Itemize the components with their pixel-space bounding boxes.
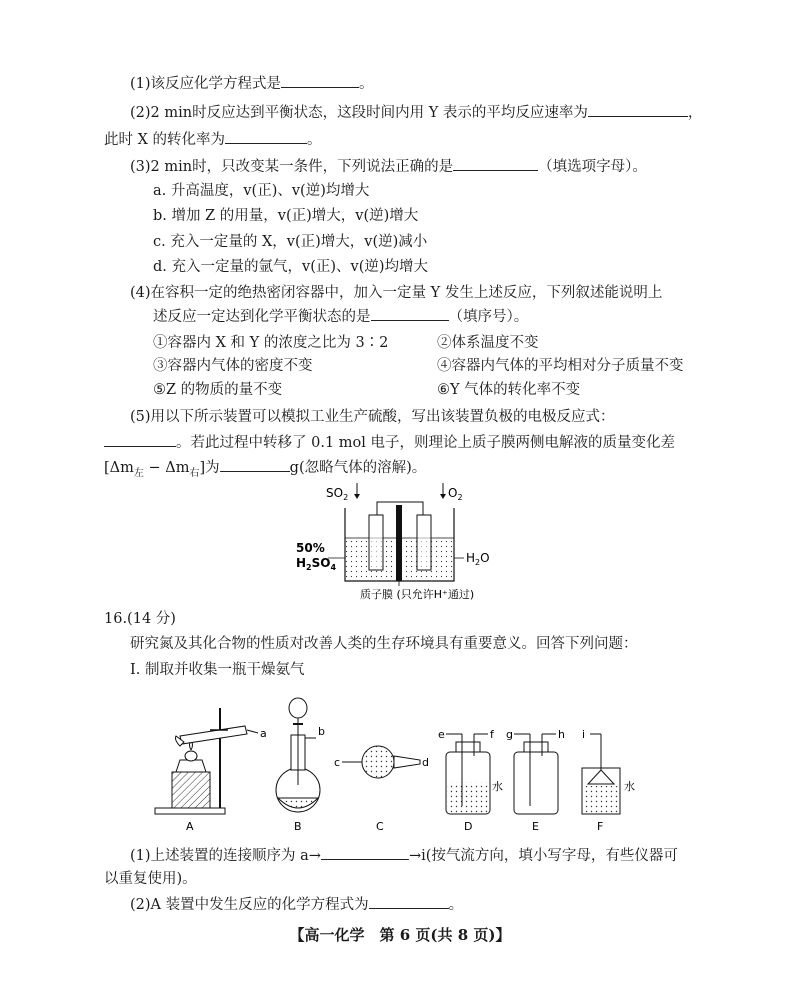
q15-option-a: a. 升高温度，v(正)、v(逆)均增大 [153,183,370,199]
q16-q2: (2)A 装置中发生反应的化学方程式为 。 [130,894,463,915]
label-F: F [597,820,604,833]
apparatus-F [582,728,635,833]
answer-blank[interactable] [453,156,538,171]
q16-q1-cont: 以重复使用)。 [104,871,197,887]
q16-q1: (1)上述装置的连接顺序为 a→ →i(按气流方向，填小写字母，有些仪器可 [130,845,678,866]
q16-heading: 16.(14 分) [104,611,176,627]
q15-option-b: b. 增加 Z 的用量，v(正)增大，v(逆)增大 [153,208,419,224]
q15-part5-cont: 。若此过程中转移了 0.1 mol 电子，则理论上质子膜两侧电解液的质量变化差 [104,432,675,453]
label-A: A [186,820,194,833]
q15-part4-cont: 述反应一定达到化学平衡状态的是 （填序号）。 [153,306,528,327]
water-label: $H_2O$ [466,551,490,567]
answer-blank[interactable] [369,894,449,909]
acid-formula-label: $H_2SO_4$ [296,556,337,572]
answer-blank[interactable] [220,457,290,472]
answer-blank[interactable] [225,129,307,144]
proton-membrane [396,505,402,581]
apparatus-C [334,746,429,833]
membrane-caption: 质子膜 (只允许H⁺通过) [360,588,475,601]
label-E: E [532,820,539,833]
svg-text:f: f [490,728,494,741]
apparatus-D [438,728,503,833]
apparatus-A [155,708,267,833]
q15-option-d: d. 充入一定量的氩气，v(正)、v(逆)均增大 [153,259,429,275]
svg-text:i: i [582,728,586,741]
svg-text:水: 水 [624,780,635,793]
answer-blank[interactable] [281,73,359,88]
q15-part1: (1)该反应化学方程式是 。 [130,73,374,94]
q16-intro: 研究氮及其化合物的性质对改善人类的生存环境具有重要意义。回答下列问题： [130,636,638,652]
svg-text:h: h [558,728,565,741]
q15-part4: (4)在容积一定的绝热密闭容器中，加入一定量 Y 发生上述反应，下列叙述能说明上 [130,285,663,301]
answer-blank[interactable] [104,432,176,447]
q15-part2-cont: 此时 X 的转化率为 。 [104,129,322,150]
answer-blank[interactable] [321,845,409,860]
svg-text:水: 水 [492,780,503,793]
svg-text:e: e [438,728,445,741]
apparatus-B [276,698,325,833]
q15-part2: (2)2 min时反应达到平衡状态，这段时间内用 Y 表示的平均反应速率为 ， [130,102,702,123]
label-C: C [376,820,384,833]
q15-part3: (3)2 min时，只改变某一条件，下列说法正确的是 （填选项字母）。 [130,156,647,177]
q15-part5-formula: $[\Delta m_左 - \Delta m_右]$为 g(忽略气体的溶解)。 [104,457,426,484]
choice-2: ②体系温度不变 [437,335,539,351]
right-electrode [417,515,431,570]
choice-6: ⑥Y 气体的转化率不变 [437,382,581,398]
choice-4: ④容器内气体的平均相对分子质量不变 [437,358,684,374]
q16-part1-title: Ⅰ. 制取并收集一瓶干燥氨气 [130,662,305,678]
label-B: B [294,820,302,833]
svg-text:d: d [422,756,429,769]
choice-5: ⑤Z 的物质的量不变 [153,382,283,398]
answer-blank[interactable] [588,102,688,117]
svg-text:g: g [506,728,513,741]
q15-option-c: c. 充入一定量的 X，v(正)增大，v(逆)减小 [153,234,428,250]
svg-text:b: b [318,725,325,738]
fuel-cell-diagram [290,480,520,605]
so2-label: $SO_2$ [326,486,349,502]
svg-text:c: c [334,756,341,769]
choice-3: ③容器内气体的密度不变 [153,358,313,374]
left-electrode [369,515,383,570]
page-footer: 【高一化学 第 6 页(共 8 页)】 [289,926,511,944]
q15-part5: (5)用以下所示装置可以模拟工业生产硫酸，写出该装置负极的电极反应式： [130,409,615,425]
choice-1: ①容器内 X 和 Y 的浓度之比为 3∶2 [153,335,389,351]
acid-concentration-label: 50% [296,541,325,555]
answer-blank[interactable] [371,306,449,321]
apparatus-diagram [150,690,650,835]
apparatus-E [506,728,565,833]
label-D: D [464,820,473,833]
svg-text:a: a [260,727,267,740]
o2-label: $O_2$ [448,486,463,502]
